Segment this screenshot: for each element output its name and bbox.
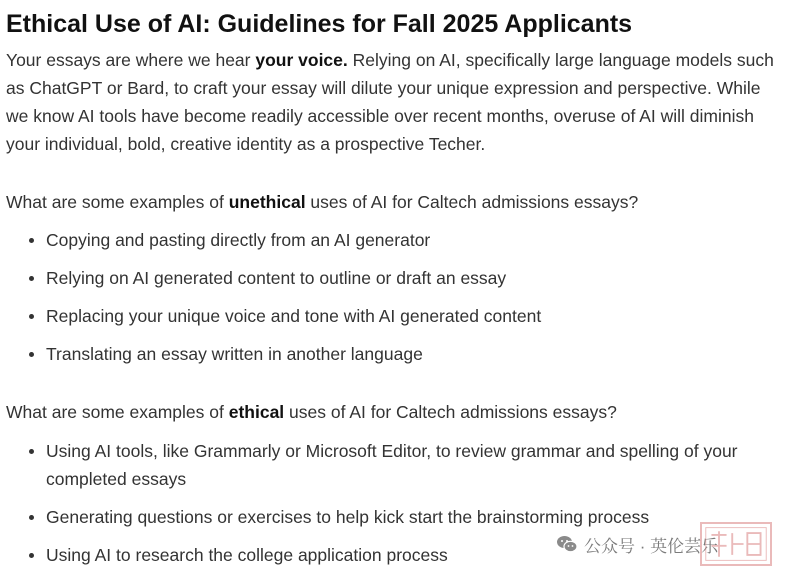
bullet-icon bbox=[29, 515, 34, 520]
bullet-icon bbox=[29, 449, 34, 454]
list-item-text: Translating an essay written in another language bbox=[46, 344, 423, 364]
list-item-text: Relying on AI generated content to outline or draft an essay bbox=[46, 268, 507, 288]
intro-text-rest: Relying on AI, specifically large language models such as ChatGPT or Bard, to craft your essay will dilute your unique expression and perspective. While we know AI tools have become readily accessible over recent months, overuse of AI will diminish your individual, bold, creative identity as a prospective Techer. bbox=[6, 50, 774, 154]
unethical-uses-list bbox=[0, 226, 770, 378]
intro-paragraph bbox=[6, 46, 776, 158]
ethical-question bbox=[6, 398, 617, 426]
bullet-icon bbox=[29, 276, 34, 281]
list-item bbox=[0, 264, 770, 292]
list-item bbox=[0, 503, 770, 531]
list-item-text: Using AI to research the college application process bbox=[46, 545, 448, 565]
ethical-keyword: ethical bbox=[228, 402, 285, 422]
list-item bbox=[0, 340, 770, 368]
unethical-question bbox=[6, 188, 638, 216]
unethical-question-start: What are some examples of bbox=[6, 192, 229, 212]
bullet-icon bbox=[29, 553, 34, 558]
bullet-icon bbox=[29, 238, 34, 243]
list-item bbox=[0, 302, 770, 330]
list-item bbox=[0, 226, 770, 254]
watermark-text: 公众号 · 英伦芸乐 bbox=[584, 536, 719, 556]
wechat-watermark bbox=[556, 530, 718, 558]
bullet-icon bbox=[29, 314, 34, 319]
page-title: Ethical Use of AI: Guidelines for Fall 2025 Applicants bbox=[6, 10, 633, 38]
unethical-keyword: unethical bbox=[228, 192, 306, 212]
list-item bbox=[0, 437, 770, 493]
bullet-icon bbox=[29, 352, 34, 357]
wechat-icon bbox=[556, 535, 578, 553]
list-item-text: Using AI tools, like Grammarly or Microsoft Editor, to review grammar and spelling of your completed essays bbox=[46, 441, 738, 489]
unethical-question-end: uses of AI for Caltech admissions essays? bbox=[305, 192, 639, 212]
intro-text-start: Your essays are where we hear bbox=[6, 50, 256, 70]
list-item-text: Replacing your unique voice and tone with AI generated content bbox=[46, 306, 542, 326]
intro-bold-phrase: your voice. bbox=[255, 50, 348, 70]
ethical-question-end: uses of AI for Caltech admissions essays? bbox=[284, 402, 617, 422]
ethical-question-start: What are some examples of bbox=[6, 402, 229, 422]
list-item-text: Generating questions or exercises to help kick start the brainstorming process bbox=[46, 507, 650, 527]
seal-stamp-icon bbox=[700, 522, 772, 566]
list-item-text: Copying and pasting directly from an AI generator bbox=[46, 230, 431, 250]
